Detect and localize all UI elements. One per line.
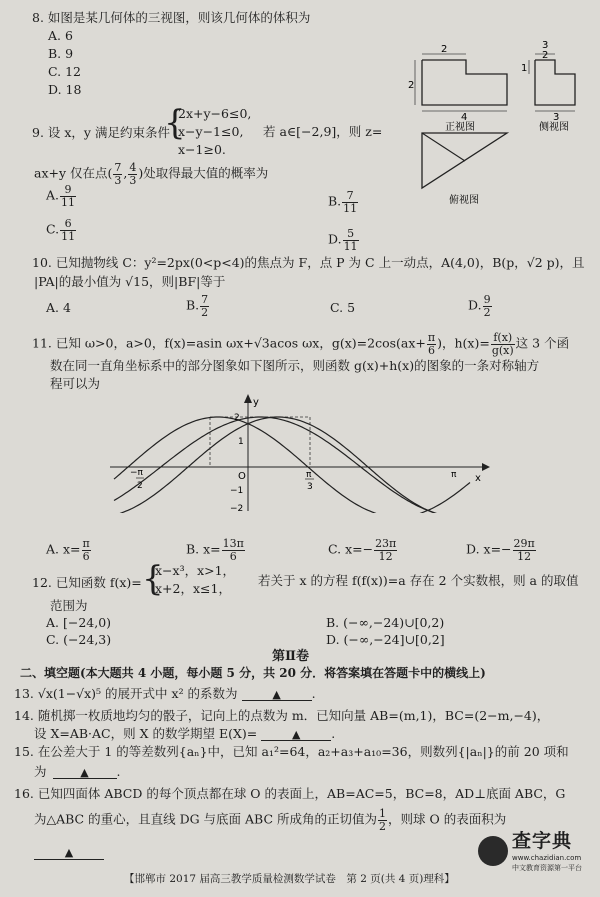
- q9-brace: {: [164, 103, 186, 143]
- q14-line1: 14. 随机掷一枚质地均匀的骰子，记向上的点数为 m．已知向量 AB=(m,1)，BC=(2−m,−4)，: [14, 708, 550, 723]
- three-views-figure: [405, 38, 595, 208]
- curve-g: [114, 417, 470, 513]
- q8-option-b: B. 9: [48, 46, 74, 61]
- q12-stem-b: 若关于 x 的方程 f(f(x))=a 存在 2 个实数根，则 a 的取值: [258, 573, 579, 588]
- q9-constraint-1: 2x+y−6≤0,: [178, 106, 252, 121]
- front-view-outline: [422, 60, 507, 105]
- part2-title: 第Ⅱ卷: [272, 649, 309, 664]
- q10-line1: 10. 已知抛物线 C：y²=2px(0<p<4)的焦点为 F，点 P 为 C 上一动点，A(4,0)，B(p，√2 p)，且: [32, 255, 585, 270]
- y-tick-1: 1: [238, 437, 244, 447]
- origin-label: O: [238, 471, 246, 482]
- logo-text: 查字典: [512, 830, 573, 852]
- q9-constraint-2: x−y−1≤0,: [178, 124, 244, 139]
- q9-point-y: $\frac{4}{3}$: [129, 161, 137, 187]
- q11-option-b: B. x= $\frac{13\pi}{6}$: [186, 537, 244, 563]
- dim-bottom: 4: [461, 112, 468, 123]
- q12-case-1: x−x³，x>1，: [155, 563, 236, 578]
- q8-option-a: A. 6: [48, 28, 73, 43]
- q9-option-b: B. $\frac{7}{11}$: [328, 189, 358, 215]
- q15-line2: 为 ▲ .: [34, 764, 121, 779]
- q9-option-a: A. $\frac{9}{11}$: [46, 183, 76, 209]
- q12-option-c: C. (−24,3): [46, 632, 112, 647]
- q11-line3: 程可以为: [50, 376, 101, 391]
- q11-option-d: D. x=− $\frac{29\pi}{12}$: [466, 537, 535, 563]
- x-axis-arrow: [482, 463, 490, 471]
- q11-option-a: A. x= $\frac{\pi}{6}$: [46, 537, 90, 563]
- front-view-label: 正视图: [445, 122, 475, 133]
- top-view-label: 俯视图: [449, 195, 479, 206]
- q12-stem-a: 12. 已知函数 f(x)=: [32, 575, 142, 590]
- q9-constraint-tail: 若 a∈[−2,9]，则 z=: [263, 124, 383, 139]
- q11-graph: [110, 393, 490, 513]
- q10-option-c: C. 5: [330, 300, 356, 315]
- q9-option-d: D. $\frac{5}{11}$: [328, 227, 358, 253]
- q12-option-a: A. [−24,0): [46, 615, 112, 630]
- q10-line2: |PA|的最小值为 √15，则|BF|等于: [34, 274, 226, 289]
- q16-line2: 为△ABC 的重心，且直线 DG 与底面 ABC 所成角的正切值为 $\frac{1}{2}$ ，则球 O 的表面积为: [34, 807, 507, 833]
- dim-side-left: 1: [521, 63, 528, 74]
- q9-stem-a: 9. 设 x，y 满足约束条件: [32, 125, 170, 140]
- logo-url: www.chazidian.com: [512, 854, 582, 862]
- q16-blank: ▲: [34, 846, 104, 860]
- q8-option-c: C. 12: [48, 64, 81, 79]
- tick-neg-pi-den: 2: [137, 481, 143, 491]
- q11-option-c: C. x=− $\frac{23\pi}{12}$: [328, 537, 397, 563]
- q14-blank: ▲: [261, 729, 331, 741]
- dim-side-top-num: 3: [542, 40, 549, 51]
- dim-left: 2: [408, 80, 415, 91]
- q9-constraint-3: x−1≥0.: [178, 142, 226, 157]
- y-tick-2: 2: [234, 413, 240, 423]
- y-axis-label: y: [253, 397, 259, 408]
- curve-f: [114, 417, 470, 513]
- side-view-label: 侧视图: [539, 122, 569, 133]
- q14-line2: 设 X=AB·AC，则 X 的数学期望 E(X)= ▲ .: [34, 726, 336, 741]
- q12-option-d: D. (−∞,−24]∪[0,2]: [326, 632, 445, 647]
- q10-option-b: B. $\frac{7}{2}$: [186, 293, 209, 319]
- y-axis-arrow: [244, 394, 252, 403]
- dim-top: 2: [441, 44, 448, 55]
- q15-line1: 15. 在公差大于 1 的等差数列{aₙ}中，已知 a₁²=64，a₂+a₃+a₁₀=36，则数列{|aₙ|}的前 20 项和: [14, 744, 569, 759]
- tick-pi3-den: 3: [307, 482, 313, 492]
- q9-point-x: $\frac{7}{3}$: [114, 161, 122, 187]
- dim-side-bottom: 3: [553, 112, 560, 123]
- q12-option-b: B. (−∞,−24)∪[0,2): [326, 615, 445, 630]
- logo-mascot-icon: [478, 836, 508, 866]
- logo-slogan: 中文教育资源第一平台: [512, 864, 582, 872]
- q16-line1: 16. 已知四面体 ABCD 的每个顶点都在球 O 的表面上，AB=AC=5，BC=8，AD⊥底面 ABC，G: [14, 786, 566, 801]
- q9-stem-line2: ax+y 仅在点( $\frac{7}{3}$ , $\frac{4}{3}$ )处取得最大值的概率为: [34, 161, 269, 187]
- tick-pi: π: [451, 470, 457, 480]
- q8-stem: 8. 如图是某几何体的三视图，则该几何体的体积为: [32, 10, 311, 25]
- x-axis-label: x: [475, 473, 481, 484]
- q12-line2: 范围为: [50, 598, 88, 613]
- q9-stem-c: )处取得最大值的概率为: [138, 165, 269, 181]
- page-footer: 【邯郸市 2017 届高三教学质量检测数学试卷 第 2 页(共 4 页)理科】: [124, 873, 455, 885]
- q13-blank: ▲: [242, 689, 312, 701]
- tick-pi3-num: π: [306, 470, 312, 480]
- tick-neg-pi-half: −π: [130, 468, 143, 478]
- q10-option-d: D. $\frac{9}{2}$: [468, 293, 491, 319]
- section2-title: 二、填空题(本大题共 4 小题，每小题 5 分，共 20 分．将答案填在答题卡中的横线上): [20, 666, 486, 680]
- q9-stem-b: ax+y 仅在点(: [34, 165, 113, 181]
- curve-h: [114, 417, 470, 513]
- q11-line2: 数在同一直角坐标系中的部分图象如下图所示，则函数 g(x)+h(x)的图象的一条对称轴方: [50, 358, 540, 373]
- side-view-outline: [535, 60, 575, 105]
- y-tick-neg2: −2: [230, 504, 244, 513]
- q12-case-2: x+2，x≤1，: [155, 581, 231, 596]
- q8-option-d: D. 18: [48, 82, 82, 97]
- q15-blank: ▲: [53, 767, 117, 779]
- y-tick-neg1: −1: [230, 486, 244, 496]
- q12-brace: {: [142, 559, 164, 599]
- q9-option-c: C. $\frac{6}{11}$: [46, 217, 76, 243]
- q10-option-a: A. 4: [46, 300, 71, 315]
- q11-line1: 11. 已知 ω>0，a>0，f(x)=asin ωx+√3acos ωx，g(x)=2cos(ax+ $\frac{\pi}{6}$ )，h(x)= $\frac{f(x)}{g(x)}$ 这 3 个函: [32, 331, 570, 357]
- dim-side-top-den: 2: [542, 50, 549, 61]
- q13: 13. √x(1−√x)⁵ 的展开式中 x² 的系数为 ▲ .: [14, 686, 316, 701]
